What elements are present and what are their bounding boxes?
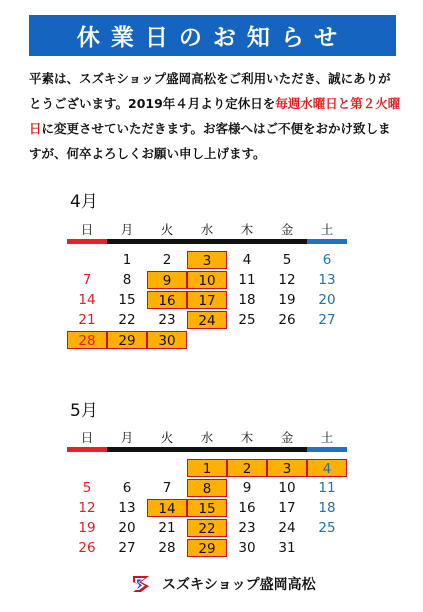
day-cell: 5 [282,252,292,268]
weekday-label: 月 [120,222,134,237]
day-cell: 12 [78,500,96,516]
bar-segment [67,239,107,244]
day-cell: 11 [238,272,256,288]
day-cell: 15 [118,292,136,308]
banner-title: 休業日のお知らせ [76,25,349,51]
weekday-label: 月 [120,430,134,445]
day-cell: 21 [78,312,96,328]
weekday-label: 日 [80,430,94,445]
day-cell: 14 [78,292,96,308]
day-cell: 11 [318,480,336,496]
bar-segment [227,239,267,244]
holiday-cell: 30 [147,331,187,349]
holiday-cell: 10 [187,271,227,289]
bar-segment [187,447,227,452]
holiday-cell: 2 [227,459,267,477]
week-row [67,498,347,518]
holiday-cell: 28 [67,331,107,349]
bar-segment [307,447,347,452]
notice-banner [29,15,396,56]
bar-segment [147,239,187,244]
day-cell: 18 [318,500,336,516]
bar-segment [227,447,267,452]
weekday-label: 水 [200,222,214,237]
bar-segment [147,447,187,452]
holiday-cell: 14 [147,499,187,517]
day-cell: 7 [162,480,172,496]
day-cell: 12 [278,272,296,288]
day-cell: 22 [118,312,136,328]
day-cell: 16 [238,500,256,516]
empty-cell [267,331,307,349]
empty-cell [227,331,267,349]
day-cell: 20 [118,520,136,536]
week-row [67,330,347,350]
notice-text [29,66,401,166]
holiday-cell: 1 [187,459,227,477]
holiday-cell: 22 [187,519,227,537]
week-row [67,518,347,538]
day-cell: 28 [158,540,176,556]
weekday-label: 水 [200,430,214,445]
day-cell: 5 [82,480,92,496]
empty-cell [147,459,187,477]
april-calendar [67,220,347,350]
weekday-label: 金 [280,222,294,237]
day-cell: 6 [122,480,132,496]
holiday-cell: 8 [187,479,227,497]
day-cell: 30 [238,540,256,556]
day-cell: 27 [118,540,136,556]
weekday-header [67,220,347,239]
weekday-label: 火 [160,222,174,237]
bar-segment [267,239,307,244]
empty-cell [67,459,107,477]
weekday-label: 土 [320,222,334,237]
holiday-cell: 17 [187,291,227,309]
empty-cell [187,331,227,349]
day-cell: 8 [122,272,132,288]
holiday-cell: 15 [187,499,227,517]
day-cell: 23 [158,312,176,328]
bar-segment [107,447,147,452]
empty-cell [307,331,347,349]
day-cell: 10 [278,480,296,496]
weekday-label: 火 [160,430,174,445]
weekday-color-bar [67,447,347,452]
day-cell: 31 [278,540,296,556]
empty-cell [307,539,347,557]
day-cell: 27 [318,312,336,328]
week-row [67,250,347,270]
weekday-label: 木 [240,222,254,237]
week-row [67,538,347,558]
footer [130,574,316,594]
day-cell: 26 [78,540,96,556]
holiday-cell: 29 [107,331,147,349]
bar-segment [307,239,347,244]
weekday-header [67,428,347,447]
weekday-color-bar [67,239,347,244]
day-cell: 17 [278,500,296,516]
bar-segment [67,447,107,452]
day-cell: 2 [162,252,172,268]
week-row [67,310,347,330]
day-cell: 1 [122,252,132,268]
suzuki-logo-icon [130,574,152,594]
notice-part1: 平素は、スズキショップ盛岡高松をご利用いただき、誠にありがとうございます。2019年４月より定休日を [29,71,391,111]
day-cell: 25 [238,312,256,328]
bar-segment [107,239,147,244]
week-row [67,478,347,498]
empty-cell [107,459,147,477]
day-cell: 19 [78,520,96,536]
weekday-label: 日 [80,222,94,237]
holiday-cell: 4 [307,459,347,477]
day-cell: 26 [278,312,296,328]
day-cell: 13 [118,500,136,516]
day-cell: 24 [278,520,296,536]
weekday-label: 土 [320,430,334,445]
may-title: 5月 [70,401,98,421]
day-cell: 9 [242,480,252,496]
day-cell: 6 [322,252,332,268]
holiday-cell: 24 [187,311,227,329]
holiday-cell: 3 [267,459,307,477]
notice-highlight: 毎週水曜日と第２火曜日 [29,96,401,136]
holiday-cell: 9 [147,271,187,289]
holiday-cell: 3 [187,251,227,269]
bar-segment [187,239,227,244]
day-cell: 13 [318,272,336,288]
week-row [67,290,347,310]
holiday-cell: 16 [147,291,187,309]
day-cell: 19 [278,292,296,308]
week-row [67,270,347,290]
day-cell: 25 [318,520,336,536]
notice-part2: に変更させていただきます。お客様へはご不便をおかけ致しますが、何卒よろしくお願い申し上げます。 [29,121,391,161]
day-cell: 23 [238,520,256,536]
day-cell: 20 [318,292,336,308]
weekday-label: 金 [280,430,294,445]
day-cell: 21 [158,520,176,536]
empty-cell [67,251,107,269]
holiday-cell: 29 [187,539,227,557]
bar-segment [267,447,307,452]
april-title: 4月 [70,192,98,212]
may-calendar [67,428,347,558]
day-cell: 4 [242,252,252,268]
day-cell: 18 [238,292,256,308]
weekday-label: 木 [240,430,254,445]
shop-name: スズキショップ盛岡高松 [162,577,316,593]
day-cell: 7 [82,272,92,288]
week-row [67,458,347,478]
